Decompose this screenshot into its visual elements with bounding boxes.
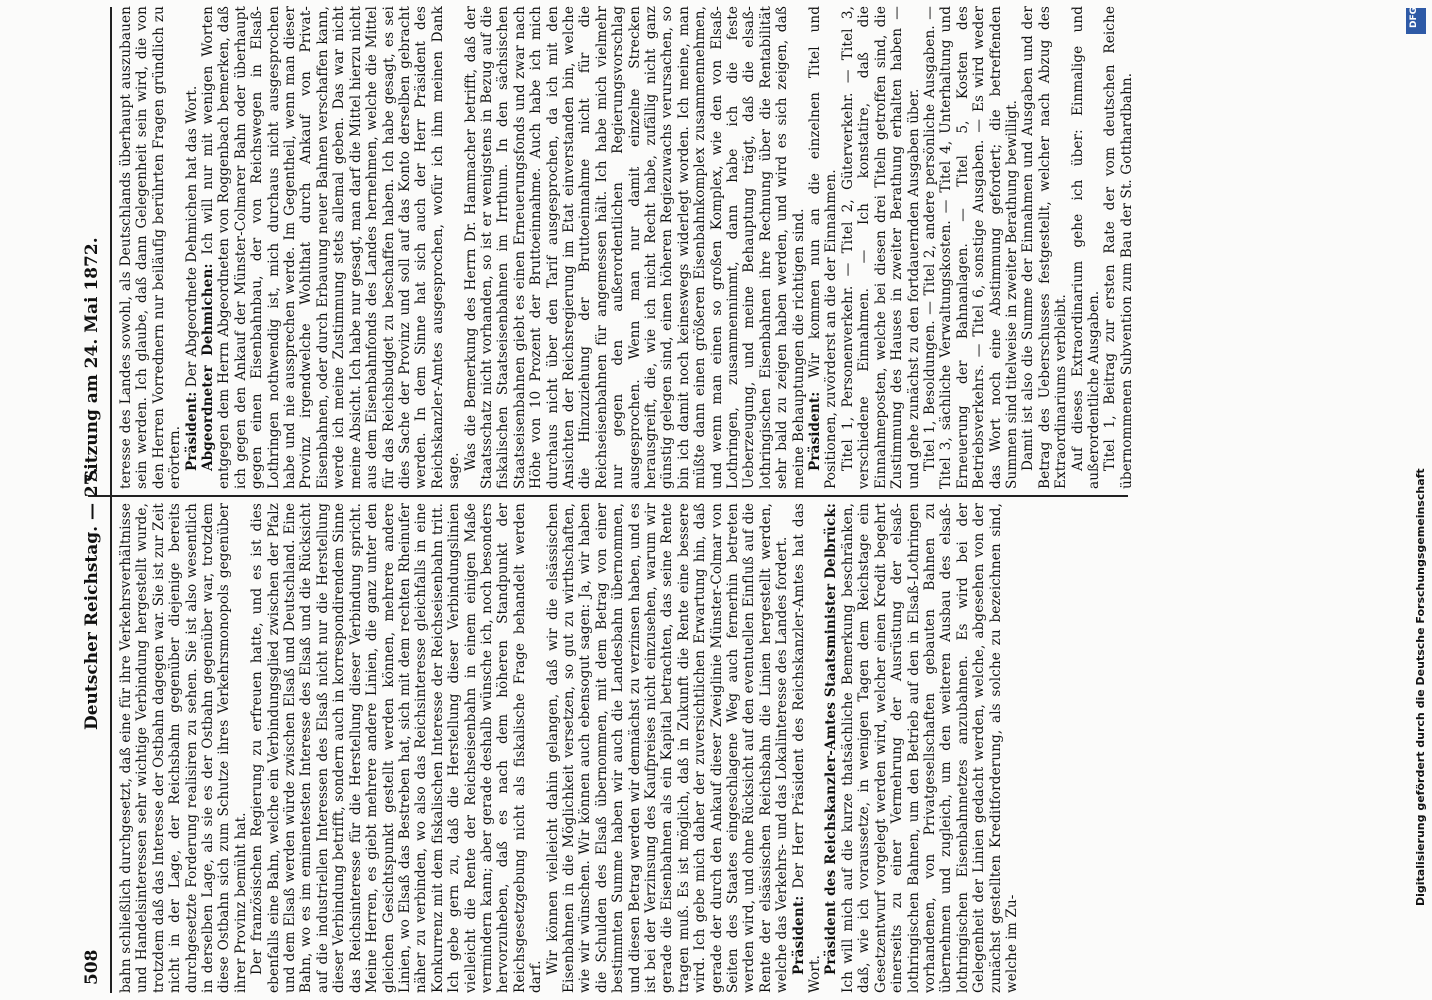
paragraph-text: Auf dieses Extraordinarium gehe ich über: Einmalige und außerordentliche Ausgaben. [1069, 6, 1102, 489]
text-column-right [118, 6, 1135, 489]
speaker-label: Abgeordneter Dehmichen: [200, 263, 217, 471]
paragraph-text: Damit ist also die Summe der Einnahmen und Ausgaben und der Betrag des Ueberschusses festgestellt, welcher nach Abzug des Extraordinariums verbleibt. [1020, 6, 1070, 489]
paragraph [1070, 6, 1103, 489]
speaker-label: Präsident: [183, 391, 200, 471]
paragraph-text: bahn schließlich durchgesetzt, daß eine für ihre Verkehrsverhältnisse und Handelsinteressen sehr wichtige Verbindung hergestellt wurde, trotzdem daß das Interesse der Ostbahn dagegen war. Sie ist zur Zeit nicht in der Lage, der Reichsbahn gegenüber diejenige bereits durchgesetzte Forderung realisiren zu sehen. Sie ist also wesentlich in derselben Lage, als sie es der Ostbahn gegenüber war, trotzdem diese Ostbahn sich zum Schutze ihres Verkehrsmonopols gegenüber ihrer Provinz bemüht hat. [118, 503, 249, 993]
column-divider [88, 495, 1128, 497]
paragraph [1102, 6, 1135, 489]
speaker-label: Präsident: [790, 895, 807, 975]
paragraph [1020, 6, 1069, 489]
paragraph-text: Der französischen Regierung zu erfreuen hatte, und es ist dies ebenfalls eine Bahn, welche ein Verbindungsglied zwischen der Pfalz und dem Elsaß werden würde zwischen Elsaß und Deutschland. Eine Bahn, wo es im eminentesten Interesse des Elsaß und die Rücksicht auf die industriellen Interessen des Elsaß nicht nur die Herstellung dieser Verbindung betrifft, sondern auch in korrespondirendem Sinne das Reichsinteresse für die Herstellung dieser Verbindung spricht. Meine Herren, es giebt mehrere andere Linien, die ganz unter den gleichen Gesichtspunkt gestellt werden können, mehrere andere Linien, wo Elsaß das Bestreben hat, sich mit dem rechten Rheinufer näher zu verbinden, wo also das Reichsinteresse gleichfalls in eine Konkurrenz mit dem fiskalischen Interesse der Reichseisenbahn tritt. Ich gebe gern zu, daß die Herstellung dieser Verbindungslinien vielleicht die Rente der Reichseisenbahn in einem einigen Maße vermindern kann; aber gerade deshalb wünsche ich, noch besonders hervorzuheben, daß es nach dem höheren Standpunkt der Reichsgesetzgebung nicht als fiskalische Frage behandelt werden darf. [249, 503, 545, 993]
header-right: Sitzung am 24. Mai 1872. [82, 237, 102, 482]
dfg-logo [1406, 8, 1426, 34]
paragraph-text: Wir kommen nun an die einzelnen Titel und Positionen, zuvörderst an die der Einnahmen. [807, 6, 840, 489]
paragraph [249, 503, 544, 993]
paragraph-text: Titel 1, Besoldungen. — Titel 2, andere persönliche Ausgaben. — Titel 3, sächliche Verwaltungskosten. — Titel 4, Unterhaltung und Erneuerung der Bahnanlagen. — Titel 5, Kosten des Betriebsverkehrs. — Titel 6, sonstige Ausgaben. — Es wird weder das Wort noch eine Abstimmung gefordert; die betreffenden Summen sind titelweise in zweiter Berathung bewilligt. [921, 6, 1020, 489]
paragraph [823, 503, 1020, 993]
paragraph-text: Titel 1, Beitrag zur ersten Rate der vom deutschen Reiche übernommenen Subvention zum Bau der St. Gotthardbahn. [1102, 6, 1135, 489]
paragraph [184, 6, 200, 489]
paragraph [200, 6, 463, 489]
paragraph-text: Der Herr Präsident des Reichskanzler-Amtes hat das Wort. [790, 503, 824, 993]
paragraph-text: Was die Bemerkung des Herrn Dr. Hammacher betrifft, daß der Staatsschatz nicht vorhanden, so ist er wenigstens in Bezug auf die fiskalischen Staatseisenbahnen im Irrthum. In den sächsischen Staatseisenbahnen giebt es einen Erneuerungsfonds und zwar nach Höhe von 10 Prozent der Bruttoeinnahme. Auch habe ich mich durchaus nicht über den Tarif ausgesprochen, da ich mit den Ansichten der Reichsregierung im Etat einverstanden bin, welche die Hinzuziehung der Bruttoeinnahme nicht für die Reichseisenbahnen für angemessen hält. Ich habe mich vielmehr nur gegen den außerordentlichen Regierungsvorschlag ausgesprochen. Wenn man nur damit einzelne Strecken herausgreift, die, wie ich nicht Recht habe, zufällig nicht ganz günstig gelegen sind, einen höheren Regiezuwachs verursachen, so bin ich damit noch keineswegs widerlegt worden. Ich meine, man müßte dann einen größeren Eisenbahnkomplex zusammennehmen, und wenn man einen so großen Komplex, wie den von Elsaß-Lothringen, zusammennimmt, dann habe ich die feste Ueberzeugung, und meine Behauptung trägt, daß die elsaß-lothringischen Eisenbahnen ihre Rechnung über die Rentabilität sehr bald zu zeigen haben werden, und wird es sich zeigen, daß meine Behauptungen die richtigen sind. [462, 6, 807, 489]
speaker-label: Präsident: [807, 391, 824, 471]
paragraph-text: Wir können vielleicht dahin gelangen, daß wir die elsässischen Eisenbahnen in die Möglichkeit versetzen, so gut zu wirthschaften, wie wir wünschen. Wir können auch ebensogut sagen: Ja, wir haben die Schulden des Elsaß übernommen, mit dem Betrag von einer bestimmten Summe haben wir auch die Landesbahn übernommen, und diesen Betrag werden wir demnächst zu verzinsen haben, und es ist bei der Verzinsung des Kaufpreises nicht einzusehen, warum wir gerade die Eisenbahnen als ein Kapital betrachten, das seine Rente tragen muß. Es ist möglich, daß in Zukunft die Rente eine bessere wird. Ich gebe mich daher der zuversichtlichen Erwartung hin, daß gerade der durch den Ankauf dieser Zweiglinie Münster-Colmar von Seiten des Staates eingeschlagene Weg auch fernerhin betreten werden wird, und ohne Rücksicht auf den eventuellen Einfluß auf die Rente der elsässischen Reichsbahn die Linien hergestellt werden, welche das Verkehrs- und das Lokalinteresse des Landes fordert. [544, 503, 791, 993]
paragraph [118, 503, 249, 993]
page-number: 508 [82, 949, 102, 985]
paragraph-text: teresse des Landes sowohl, als Deutschlands überhaupt auszubauen sein werden. Ich glaube, daß dann Gelegenheit sein wird, die von den Herren Vorrednern nur beiläufig berührten Fragen gründlich zu erörtern. [118, 6, 184, 489]
paragraph-text: Titel 1, Personenverkehr. — Titel 2, Güterverkehr. — Titel 3, verschiedene Einnahmen. — Ich konstatire, daß die Einnahmeposten, welche bei diesen drei Titeln getroffen sind, die Zustimmung des Hauses in zweiter Berathung erhalten haben — und gehe zunächst zu den fortdauernden Ausgaben über. [839, 6, 922, 489]
paragraph [463, 6, 808, 489]
paragraph [922, 6, 1020, 489]
speaker-label: Präsident des Reichskanzler-Amtes Staatsminister Delbrück: [823, 503, 840, 975]
dfg-watermark: Digitalisierung gefördert durch die Deutsche Forschungsgemeinschaft [1414, 468, 1427, 906]
header-left: Deutscher Reichstag. — 27. [82, 467, 102, 730]
text-column-left [118, 503, 1128, 993]
paragraph [840, 6, 922, 489]
dfg-logo-text: DFG [1409, 6, 1419, 28]
paragraph [807, 6, 840, 489]
paragraph [545, 503, 791, 993]
paragraph-text: Ich will nur mit wenigen Worten entgegen dem Herrn Abgeordneten von Roggenbach bemerken, daß ich gegen den Ankauf der Münster-Colmarer Bahn oder überhaupt gegen einen Eisenbahnbau, der von Reichswegen in Elsaß-Lothringen nothwendig ist, mich durchaus nicht ausgesprochen habe und nie aussprechen werde. Im Gegentheil, wenn man dieser Provinz irgendwelche Wohlthat durch Ankauf von Privat-Eisenbahnen, oder durch Erbauung neuer Bahnen verschaffen kann, werde ich meine Zustimmung stets allemal geben. Das war nicht meine Absicht. Ich habe nur gesagt, man darf die Mittel hierzu nicht aus dem Eisenbahnfonds des Landes hernehmen, welche die Mittel für das Reichsbudget zu beschaffen haben. Ich habe gesagt, es sei dies Sache der Provinz und soll auf das Konto derselben gebracht werden. In dem Sinne hat sich auch der Herr Präsident des Reichskanzler-Amtes ausgesprochen, wofür ich ihm meinen Dank sage. [200, 6, 463, 489]
paragraph-text: Der Abgeordnete Dehmichen hat das Wort. [183, 85, 200, 392]
paragraph-text: Ich will mich auf die kurze thatsächliche Bemerkung beschränken, daß, wie ich voraussetze, in wenigen Tagen dem Reichstage ein Gesetzentwurf vorgelegt werden wird, welcher einen Kredit begehrt einerseits zu einer Vermehrung der Ausrüstung der elsaß-lothringischen Bahnen, um den Betrieb auf den in Elsaß-Lothringen vorhandenen, von Privatgesellschaften gebauten Bahnen zu übernehmen und zugleich, um den weiteren Ausbau des elsaß-lothringischen Eisenbahnnetzes anzubahnen. Es wird bei der Gelegenheit der Linien gedacht werden, welche, abgesehen von der zunächst gestellten Kreditforderung, als solche zu bezeichnen sind, welche im Zu- [839, 503, 1020, 993]
paragraph [118, 6, 184, 489]
header-rule [110, 7, 112, 993]
paragraph [791, 503, 824, 993]
